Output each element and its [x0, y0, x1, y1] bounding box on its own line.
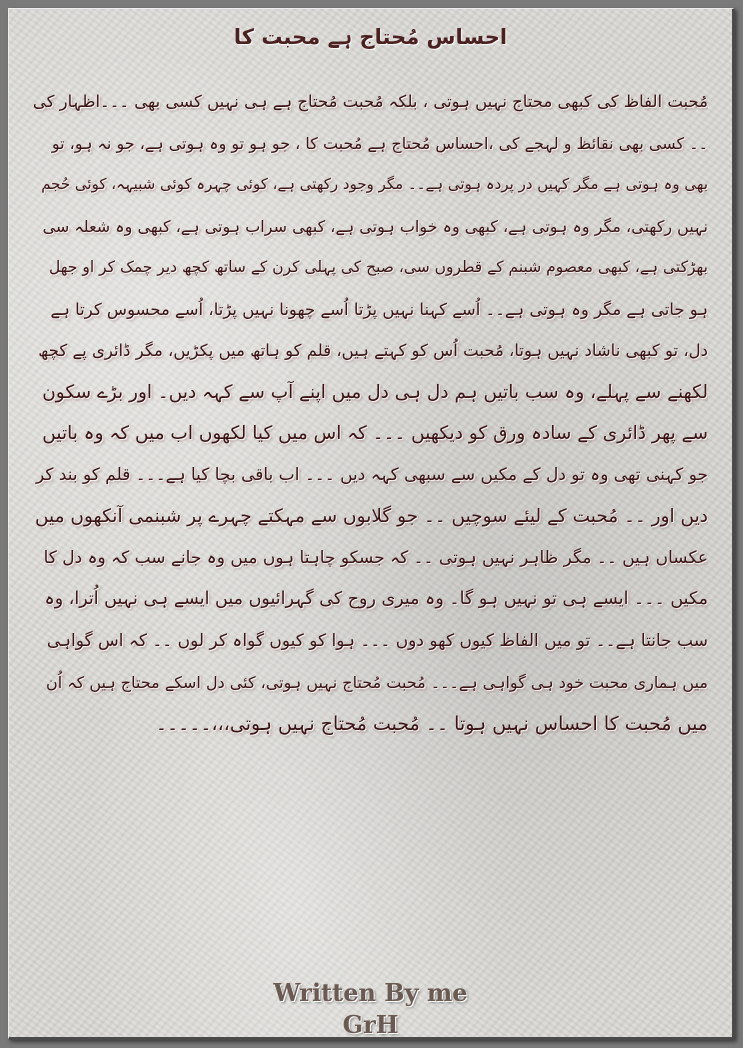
poem-body [33, 81, 708, 745]
text-line: جو کہنی تھی وہ تو دل کے مکیں سے سبھی کہہ دیں ۔۔۔ اب باقی بچا کیا ہے۔۔۔ قلم کو بند کر [35, 464, 708, 485]
text-line: لکھنے سے پہلے، وہ سب باتیں ہم دل ہی دل میں اپنے آپ سے کہہ دیں۔ اور بڑے سکون [42, 381, 708, 403]
text-line: دل، تو کبھی ناشاد نہیں ہوتا، مُحبت اُس کو کہتے ہیں، قلم کو ہاتھ میں پکڑیں، مگر ڈائری پے کچھ [38, 341, 708, 360]
text-line: مُحبت الفاظ کی کبھی محتاج نہیں ہوتی ، بلکہ مُحبت مُحتاج ہے ہی نہیں کسی بھی ۔۔۔اظہار کی [33, 92, 708, 111]
text-line: نہیں رکھتی، مگر وہ ہوتی ہے، کبھی وہ خواب ہوتی ہے، کبھی سراب ہوتی ہے، کبھی وہ شعلہ سی [42, 216, 708, 236]
signature-line-author: GrH [342, 1010, 399, 1039]
paper-sheet [8, 8, 735, 1040]
text-line: بھڑکتی ہے، کبھی معصوم شبنم کے قطروں سی، صبح کی پہلی کرن کے ساتھ کچھ دیر چمک کر او جھل [48, 258, 708, 276]
text-line: ہو جاتی ہے مگر وہ ہوتی ہے۔۔ اُسے کہنا نہیں پڑتا اُسے چھونا نہیں پڑتا، اُسے محسوس کرتا ہے [50, 299, 708, 319]
text-line: میں ہماری محبت خود ہی گواہی ہے۔۔۔ مُحبت مُحتاج نہیں ہوتی، کئی دل اسکے محتاج ہیں کہ اُن [45, 673, 708, 692]
document-title: احساس مُحتاج ہے محبت کا [233, 25, 508, 49]
signature-line-written-by: Written By me [273, 978, 468, 1007]
text-line: بھی وہ ہوتی ہے مگر کہیں در پردہ ہوتی ہے۔۔ مگر وجود رکھتی ہے، کوئی چہرہ کوئی شبیہہ، کوئی حُجم [41, 175, 708, 193]
text-line: میں مُحبت کا احساس نہیں ہوتا ۔۔ مُحبت مُحتاج نہیں ہوتی،،،۔۔۔۔۔ [155, 712, 708, 735]
text-line: سب جانتا ہے۔۔ تو میں الفاظ کیوں کھو دوں ۔۔۔ ہوا کو کیوں گواہ کر لوں ۔۔ کہ اس گواہی [46, 630, 708, 651]
text-line: مکیں ۔۔۔ ایسے ہی تو نہیں ہو گا۔ وہ میری روح کی گہرائیوں میں ایسے ہی نہیں اُترا، وہ [44, 589, 708, 609]
text-line: ۔۔ کسی بھی نقائظ و لہجے کی ،احساس مُحتاج ہے مُحبت کا ، جو ہو تو وہ ہوتی ہے، جو نہ ہو، تو [51, 133, 708, 153]
text-line: دیں اور ۔۔ مُحبت کے لیئے سوچیں ۔۔ جو گلابوں سے مہکتے چہرے پر شبنمی آنکھوں میں [34, 506, 708, 527]
text-line: سے پھر ڈائری کے سادہ ورق کو دیکھیں ۔۔۔ کہ اس میں کیا لکھوں اب میں کہ وہ باتیں [42, 423, 708, 444]
text-line: عکساں ہیں ۔۔ مگر ظاہر نہیں ہوتی ۔۔ کہ جسکو چاہتا ہوں میں وہ جانے سب کہ وہ دل کا [43, 547, 708, 568]
signature [9, 977, 732, 1041]
